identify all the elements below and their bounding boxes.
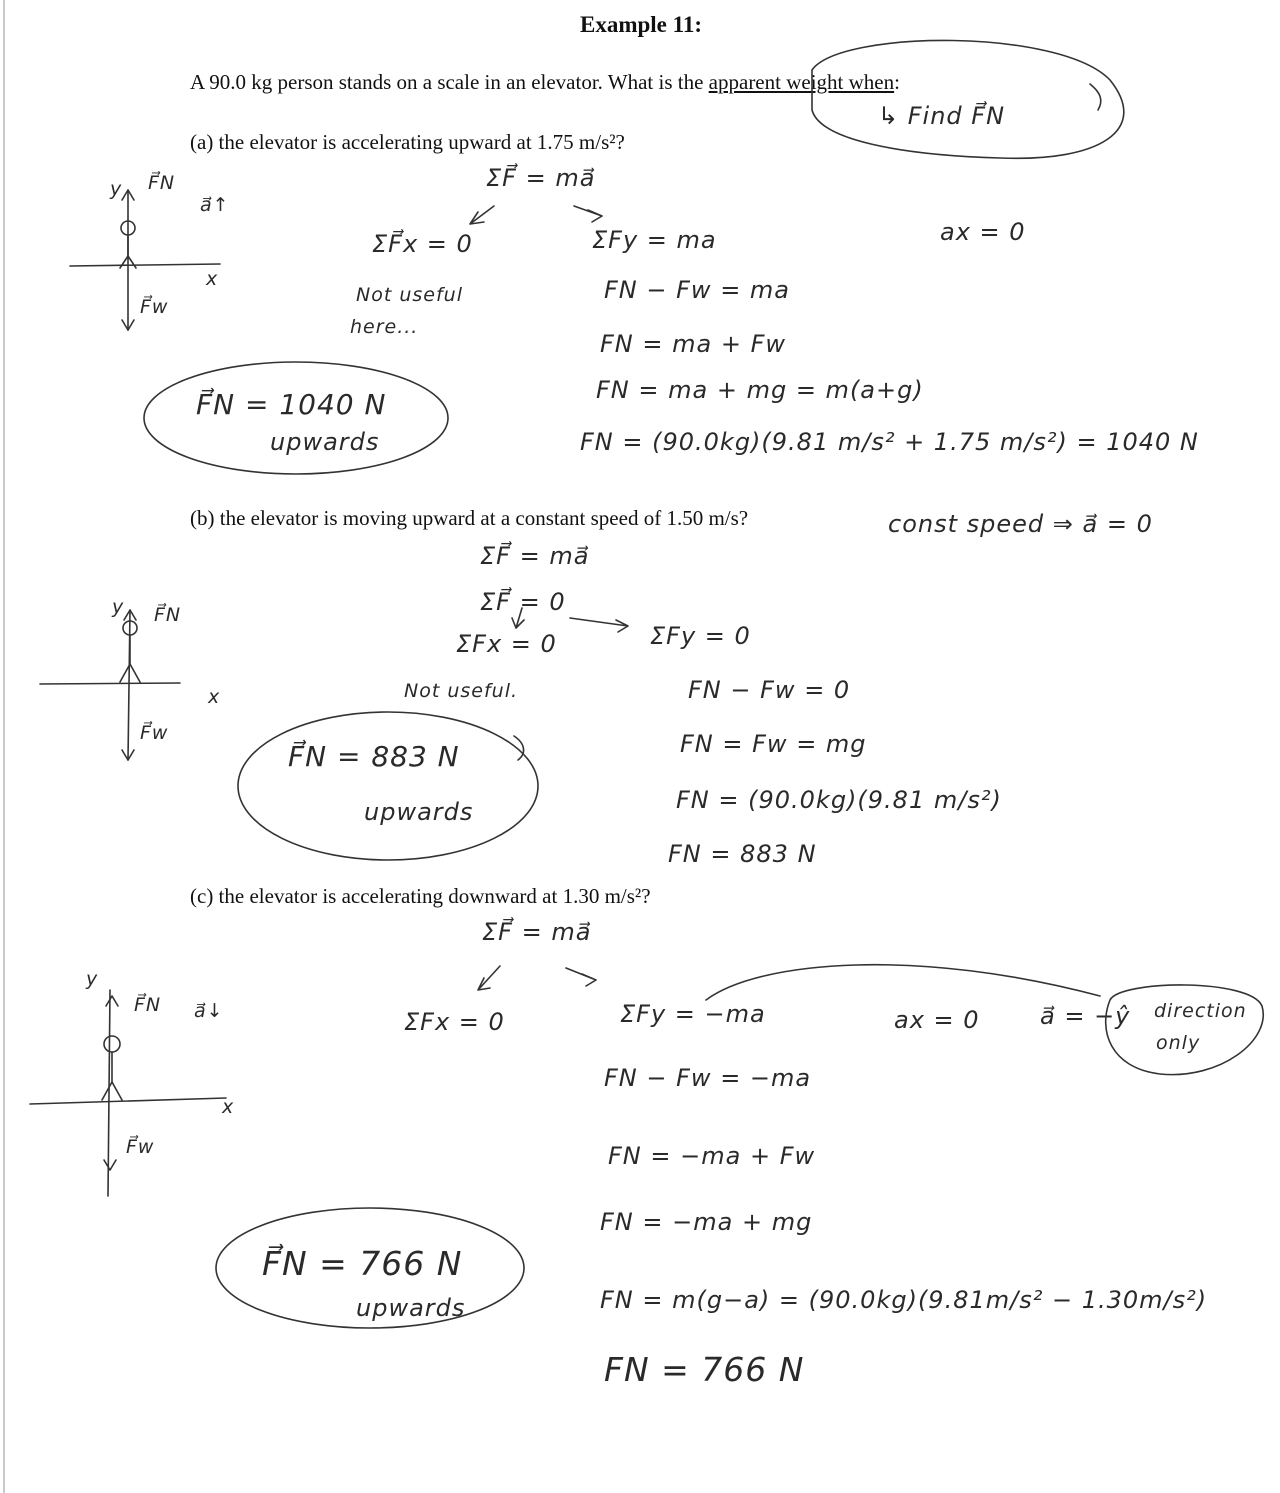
- part-c-step-5: FN = m(g−a) = (90.0kg)(9.81m/s² − 1.30m/s²): [600, 1286, 1208, 1314]
- part-b-step-3: FN = (90.0kg)(9.81 m/s²): [676, 786, 1002, 814]
- part-a-question: (a) the elevator is accelerating upward at 1.75 m/s²?: [190, 130, 625, 154]
- part-a-eq-x: ΣF⃗x = 0: [372, 230, 473, 258]
- part-a-fbd-a: a⃗↑: [200, 194, 230, 216]
- part-c-fbd-fn: F⃗N: [134, 994, 162, 1016]
- apparent-weight-circle: [812, 40, 1124, 158]
- part-c-person-head: [104, 1036, 120, 1052]
- part-c-step-1: ΣFy = −ma: [620, 1000, 766, 1028]
- part-c-fn-arrow: [106, 996, 118, 1006]
- part-c-eq-main: ΣF⃗ = ma⃗: [482, 918, 592, 946]
- part-c-branch-left-arrow: [478, 966, 500, 990]
- scan-edge: [3, 0, 5, 1493]
- part-c-ax: ax = 0: [894, 1006, 980, 1034]
- part-b-eq-zero: ΣF⃗ = 0: [480, 588, 566, 616]
- part-c-answer-direction: upwards: [356, 1294, 466, 1322]
- part-a-answer-value: F⃗N = 1040 N: [196, 388, 387, 421]
- part-b-branch-arrow: [570, 618, 628, 632]
- part-c-step-2: FN − Fw = −ma: [604, 1064, 812, 1092]
- part-a-ax: ax = 0: [940, 218, 1026, 246]
- part-b-fbd-yaxis: [128, 610, 130, 760]
- part-c-direction-curve: [706, 965, 1100, 1000]
- part-b-step-2: FN = Fw = mg: [680, 730, 867, 758]
- problem-intro-start: A 90.0 kg person stands on a scale in an elevator. What is the: [190, 70, 709, 94]
- part-b-eq-y: ΣFy = 0: [650, 622, 751, 650]
- part-a-fw-arrow: [122, 320, 134, 330]
- part-a-step-3: FN = ma + Fw: [600, 330, 787, 358]
- part-c-question: (c) the elevator is accelerating downward at 1.30 m/s²?: [190, 884, 651, 908]
- part-b-fbd-y: y: [112, 596, 125, 618]
- part-c-step-3: FN = −ma + Fw: [608, 1142, 816, 1170]
- part-a-answer-direction: upwards: [270, 428, 380, 456]
- part-a-here: here...: [350, 316, 419, 338]
- part-c-fbd-a: a⃗↓: [194, 1000, 224, 1022]
- part-c-fbd-x: x: [222, 1096, 235, 1118]
- part-a-step-5: FN = (90.0kg)(9.81 m/s² + 1.75 m/s²) = 1040 N: [580, 428, 1199, 456]
- part-a-person-legs: [120, 256, 136, 268]
- part-b-person-head: [123, 621, 137, 635]
- part-b-eq-main: ΣF⃗ = ma⃗: [480, 542, 590, 570]
- part-a-step-4: FN = ma + mg = m(a+g): [596, 376, 924, 404]
- part-a-not-useful: Not useful: [356, 284, 463, 306]
- part-c-step-4: FN = −ma + mg: [600, 1208, 813, 1236]
- part-b-fw-arrow: [122, 750, 134, 760]
- part-a-fn-arrow: [122, 190, 134, 200]
- part-b-fbd-fn: F⃗N: [154, 604, 182, 626]
- part-a-person-head: [121, 221, 135, 235]
- part-b-eq-x: ΣFx = 0: [456, 630, 557, 658]
- part-b-ellipse-tail: [514, 736, 524, 760]
- part-a-branch-left-arrow: [470, 206, 494, 224]
- part-b-fbd-fw: F⃗w: [140, 722, 169, 744]
- part-b-answer-value: F⃗N = 883 N: [288, 740, 460, 773]
- part-a-eq-main: ΣF⃗ = ma⃗: [486, 164, 596, 192]
- page-title: Example 11:: [580, 12, 703, 37]
- part-b-not-useful: Not useful.: [404, 680, 519, 702]
- part-a-fbd-fn: F⃗N: [148, 172, 176, 194]
- part-b-answer-ellipse: [238, 712, 538, 860]
- part-c-direction-only: only: [1156, 1032, 1201, 1054]
- problem-intro-underlined: apparent weight when: [708, 70, 895, 94]
- part-c-eq-x: ΣFx = 0: [404, 1008, 505, 1036]
- part-a-branch-right-arrow: [574, 206, 602, 222]
- part-b-question: (b) the elevator is moving upward at a constant speed of 1.50 m/s?: [190, 506, 749, 530]
- part-c-direction-note: direction: [1154, 1000, 1247, 1022]
- part-a-fbd-y: y: [110, 178, 123, 200]
- part-a-step-1: ΣFy = ma: [592, 226, 717, 254]
- part-c-step-6: FN = 766 N: [604, 1350, 805, 1389]
- part-c-a-vector: a⃗ = −ŷ: [1040, 1002, 1131, 1030]
- part-c-answer-value: F⃗N = 766 N: [262, 1244, 463, 1283]
- part-a-fbd-fw: F⃗w: [140, 296, 169, 318]
- part-a-step-2: FN − Fw = ma: [604, 276, 791, 304]
- part-b-step-1: FN − Fw = 0: [688, 676, 851, 704]
- part-c-fbd-y: y: [86, 968, 99, 990]
- part-b-step-4: FN = 883 N: [668, 840, 817, 868]
- problem-intro-end: :: [894, 70, 900, 94]
- part-b-person-legs: [120, 664, 140, 682]
- part-a-fbd-x: x: [206, 268, 219, 290]
- part-c-fbd-fw: F⃗w: [126, 1136, 155, 1158]
- part-a-fbd-xaxis: [70, 264, 220, 266]
- part-c-fbd-yaxis: [108, 990, 110, 1196]
- problem-statement: [190, 70, 900, 95]
- part-b-fn-arrow: [124, 610, 136, 620]
- part-b-fbd-xaxis: [40, 683, 180, 684]
- part-c-fw-arrow: [104, 1160, 116, 1170]
- find-note: ↳ Find F⃗N: [878, 102, 1006, 130]
- find-arrow-tail: [1090, 84, 1101, 110]
- part-b-fbd-x: x: [208, 686, 221, 708]
- part-b-note: const speed ⇒ a⃗ = 0: [888, 510, 1153, 538]
- part-c-fbd-xaxis: [30, 1098, 226, 1104]
- part-c-person-legs: [102, 1082, 122, 1100]
- part-c-branch-right-arrow: [566, 968, 596, 986]
- part-b-answer-direction: upwards: [364, 798, 474, 826]
